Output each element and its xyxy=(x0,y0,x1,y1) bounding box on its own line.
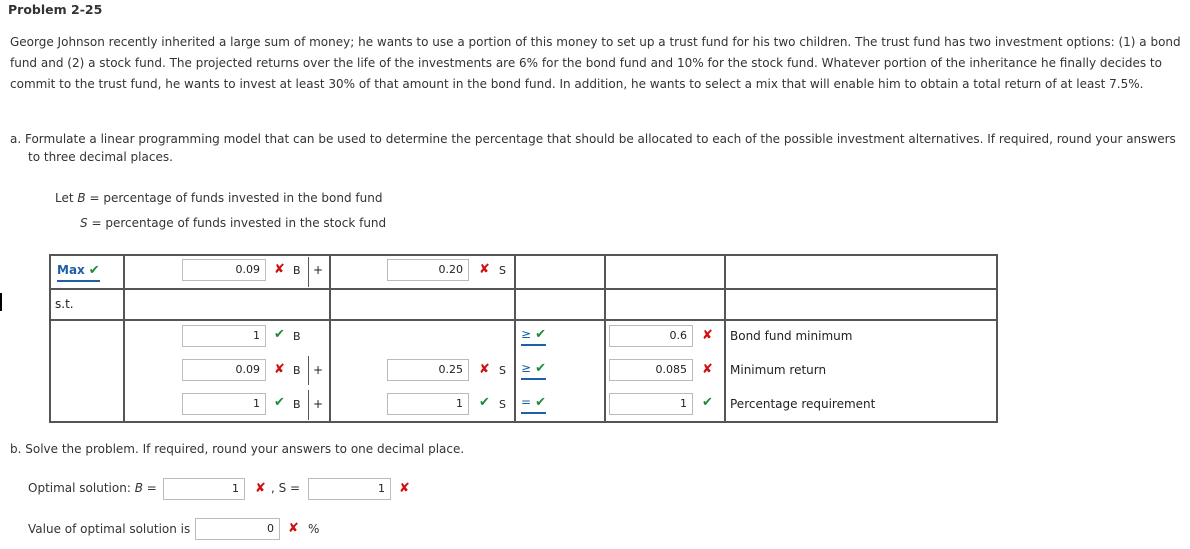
var-b-label: B xyxy=(293,398,301,411)
check-icon: ✔ xyxy=(702,395,713,410)
c3-coef-b-input[interactable]: 1 xyxy=(182,393,266,415)
part-b-prompt: b. Solve the problem. If required, round your answers to one decimal place. xyxy=(10,442,465,456)
check-icon: ✔ xyxy=(479,395,490,410)
table-border xyxy=(49,421,998,423)
def-s: percentage of funds invested in the stock fund xyxy=(105,216,387,230)
check-icon: ✔ xyxy=(88,263,100,278)
table-border xyxy=(49,288,998,290)
let-s-definition xyxy=(80,216,386,230)
cell-divider xyxy=(308,390,309,420)
x-incorrect-icon: ✘ xyxy=(702,328,713,343)
objective-sense-select[interactable] xyxy=(57,263,100,282)
check-icon: ✔ xyxy=(535,327,546,342)
c3-operator: = xyxy=(521,395,532,409)
eq-sign: = xyxy=(89,191,100,205)
var-b-label: B xyxy=(293,264,301,277)
c2-coef-s-input[interactable]: 0.25 xyxy=(387,359,469,381)
c2-rhs-input[interactable]: 0.085 xyxy=(609,359,693,381)
b-equals-label: B = xyxy=(134,481,157,495)
percent-unit: % xyxy=(308,522,320,536)
optimal-b-input[interactable]: 1 xyxy=(163,478,245,500)
c1-name: Bond fund minimum xyxy=(730,329,853,343)
table-border xyxy=(49,254,51,423)
c1-operator: ≥ xyxy=(521,327,532,341)
optimal-s-input[interactable]: 1 xyxy=(308,478,391,500)
problem-title: Problem 2-25 xyxy=(8,2,103,17)
c3-name: Percentage requirement xyxy=(730,397,876,411)
c2-operator-select[interactable] xyxy=(521,361,546,380)
c2-coef-b-input[interactable]: 0.09 xyxy=(182,359,266,381)
c2-operator: ≥ xyxy=(521,361,532,375)
table-border xyxy=(996,254,998,423)
var-b: B xyxy=(77,191,86,205)
x-incorrect-icon: ✘ xyxy=(479,262,490,277)
objective-coef-s-input[interactable]: 0.20 xyxy=(387,259,469,281)
table-border xyxy=(514,254,516,423)
x-incorrect-icon: ✘ xyxy=(702,362,713,377)
x-incorrect-icon: ✘ xyxy=(288,521,299,536)
s-equals-label: , S = xyxy=(271,481,301,495)
subject-to-label: s.t. xyxy=(55,297,74,311)
plus-sign: + xyxy=(313,263,324,277)
check-icon: ✔ xyxy=(535,361,546,376)
value-optimal-label: Value of optimal solution is xyxy=(28,522,191,536)
x-incorrect-icon: ✘ xyxy=(479,362,490,377)
c1-coef-b-input[interactable]: 1 xyxy=(182,325,266,347)
table-border xyxy=(49,254,998,256)
var-s-label: S xyxy=(499,364,506,377)
var-b-label: B xyxy=(293,330,301,343)
plus-sign: + xyxy=(313,397,324,411)
optimal-solution-label xyxy=(28,481,157,495)
let-b-definition xyxy=(55,191,382,205)
problem-text: George Johnson recently inherited a large sum of money; he wants to use a portion of this money to set up a trust fund for his two children. The trust fund has two investment options: (1) a bond fund and (2) a stock fund. The projected returns over the life of the investments are 6% for the bond fund and 10% for the stock fund. Whatever portion of the inheritance he finally decides to commit to the trust fund, he wants to invest at least 30% of that amount in the bond fund. In addition, he wants to select a mix that will enable him to obtain a total return of at least 7.5%. xyxy=(10,35,1181,91)
c1-rhs-input[interactable]: 0.6 xyxy=(609,325,693,347)
x-incorrect-icon: ✘ xyxy=(255,481,266,496)
table-border xyxy=(724,254,726,423)
c3-operator-select[interactable] xyxy=(521,395,546,414)
c3-coef-s-input[interactable]: 1 xyxy=(387,393,469,415)
table-border xyxy=(329,254,331,423)
objective-sense-label: Max xyxy=(57,263,85,277)
x-incorrect-icon: ✘ xyxy=(274,262,285,277)
check-icon: ✔ xyxy=(274,327,285,342)
margin-marker xyxy=(0,293,2,311)
plus-sign: + xyxy=(313,363,324,377)
var-s-label: S xyxy=(499,398,506,411)
part-a-prompt-line2: to three decimal places. xyxy=(28,150,173,164)
def-b: percentage of funds invested in the bond fund xyxy=(103,191,383,205)
c1-operator-select[interactable] xyxy=(521,327,546,346)
optimal-value-input[interactable]: 0 xyxy=(195,518,280,540)
var-s: S xyxy=(80,216,88,230)
part-a-prompt xyxy=(10,130,1188,166)
cell-divider xyxy=(308,257,309,287)
let-prefix: Let xyxy=(55,191,74,205)
c3-rhs-input[interactable]: 1 xyxy=(609,393,693,415)
table-border xyxy=(49,319,998,321)
var-b-label: B xyxy=(293,364,301,377)
x-incorrect-icon: ✘ xyxy=(274,362,285,377)
x-incorrect-icon: ✘ xyxy=(399,481,410,496)
eq-sign: = xyxy=(91,216,102,230)
var-s-label: S xyxy=(499,264,506,277)
part-a-prompt-line1: a. Formulate a linear programming model that can be used to determine the percentage that should be allocated to each of the possible investment alternatives. If required, round your answers xyxy=(10,132,1176,146)
optimal-label: Optimal solution: xyxy=(28,481,131,495)
check-icon: ✔ xyxy=(535,395,546,410)
table-border xyxy=(604,254,606,423)
check-icon: ✔ xyxy=(274,395,285,410)
c2-name: Minimum return xyxy=(730,363,827,377)
cell-divider xyxy=(308,356,309,385)
objective-coef-b-input[interactable]: 0.09 xyxy=(182,259,266,281)
table-border xyxy=(123,254,125,423)
